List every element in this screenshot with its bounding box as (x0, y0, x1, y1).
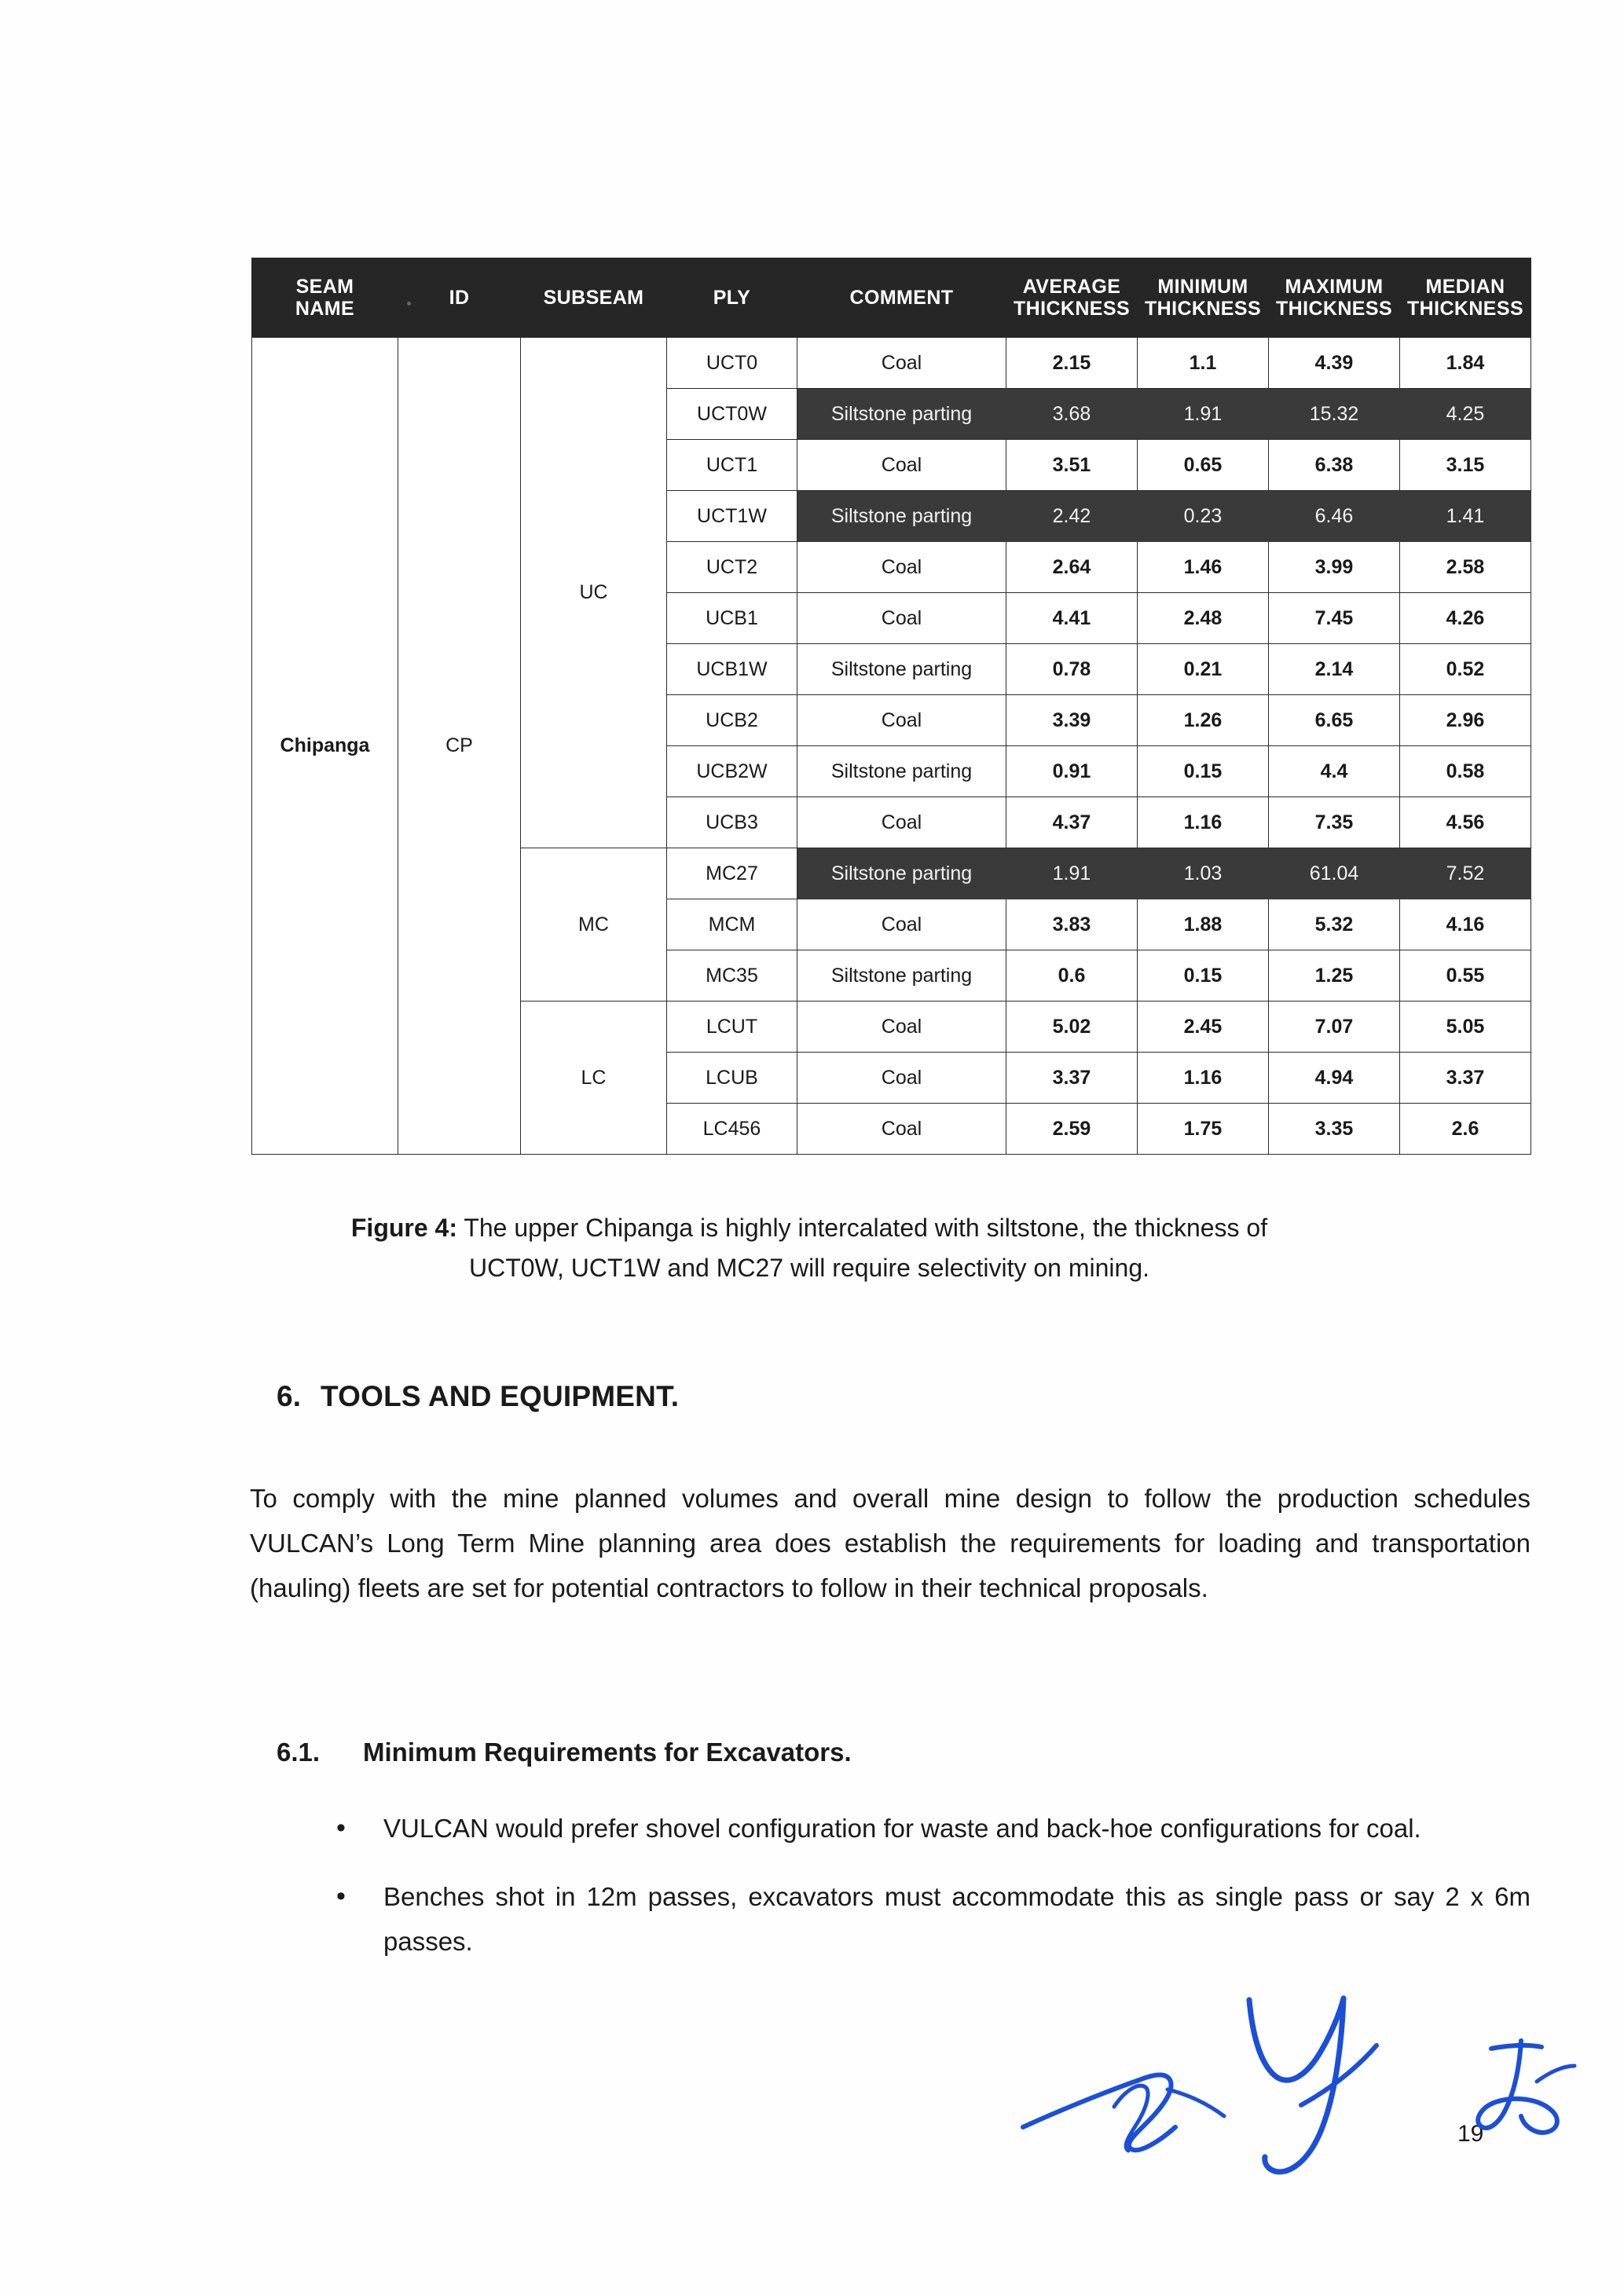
cell-maximum-thickness: 7.35 (1269, 797, 1400, 848)
cell-average-thickness: 2.15 (1006, 338, 1138, 389)
requirements-bullet-list (328, 1807, 1531, 1987)
cell-ply: UCB1W (667, 644, 797, 695)
column-header-comment: COMMENT (797, 258, 1006, 338)
cell-comment: Coal (797, 338, 1006, 389)
cell-maximum-thickness: 6.38 (1269, 440, 1400, 491)
cell-median-thickness: 3.37 (1400, 1053, 1531, 1104)
column-header-seam-name (252, 258, 398, 338)
cell-ply: MC27 (667, 848, 797, 899)
cell-maximum-thickness: 2.14 (1269, 644, 1400, 695)
cell-average-thickness: 3.37 (1006, 1053, 1138, 1104)
cell-maximum-thickness: 6.46 (1269, 491, 1400, 542)
cell-median-thickness: 5.05 (1400, 1002, 1531, 1053)
header-line-2: THICKNESS (1144, 298, 1262, 320)
cell-maximum-thickness: 5.32 (1269, 899, 1400, 950)
cell-median-thickness: 4.25 (1400, 389, 1531, 440)
cell-median-thickness: 2.6 (1400, 1104, 1531, 1155)
figure-caption-line-1: The upper Chipanga is highly intercalated with siltstone, the thickness of (457, 1214, 1268, 1242)
cell-ply: LCUT (667, 1002, 797, 1053)
cell-ply: UCB3 (667, 797, 797, 848)
column-header-average-thickness (1006, 258, 1138, 338)
cell-maximum-thickness: 61.04 (1269, 848, 1400, 899)
seam-thickness-table (251, 258, 1531, 1155)
table-body (252, 338, 1531, 1155)
cell-median-thickness: 4.56 (1400, 797, 1531, 848)
cell-maximum-thickness: 7.07 (1269, 1002, 1400, 1053)
cell-ply: UCB2W (667, 746, 797, 797)
cell-comment: Coal (797, 1104, 1006, 1155)
cell-minimum-thickness: 0.23 (1138, 491, 1269, 542)
cell-median-thickness: 4.16 (1400, 899, 1531, 950)
figure-caption (259, 1208, 1359, 1287)
cell-comment: Coal (797, 440, 1006, 491)
cell-minimum-thickness: 1.75 (1138, 1104, 1269, 1155)
intro-paragraph: To comply with the mine planned volumes and overall mine design to follow the production schedules VULCAN’s Long Term Mine planning area does establish the requirements for loading and transportation (hauling) fleets are set for potential contractors to follow in their technical proposals. (250, 1484, 1531, 1602)
cell-maximum-thickness: 15.32 (1269, 389, 1400, 440)
cell-average-thickness: 3.39 (1006, 695, 1138, 746)
cell-average-thickness: 4.37 (1006, 797, 1138, 848)
cell-ply: LCUB (667, 1053, 797, 1104)
cell-subseam: MC (521, 848, 667, 1002)
seam-thickness-table-container (251, 258, 1524, 1155)
cell-average-thickness: 2.42 (1006, 491, 1138, 542)
header-line-1: MINIMUM (1157, 276, 1248, 298)
cell-comment: Coal (797, 797, 1006, 848)
cell-average-thickness: 3.68 (1006, 389, 1138, 440)
cell-ply: UCT0 (667, 338, 797, 389)
cell-minimum-thickness: 1.16 (1138, 1053, 1269, 1104)
subsection-title: Minimum Requirements for Excavators. (363, 1738, 852, 1767)
cell-median-thickness: 2.96 (1400, 695, 1531, 746)
cell-comment: Coal (797, 695, 1006, 746)
cell-minimum-thickness: 0.65 (1138, 440, 1269, 491)
cell-maximum-thickness: 4.4 (1269, 746, 1400, 797)
cell-ply: UCB1 (667, 593, 797, 644)
list-item: • VULCAN would prefer shovel configuration for waste and back-hoe configurations for coal. (328, 1807, 1531, 1851)
cell-subseam: LC (521, 1002, 667, 1155)
cell-minimum-thickness: 0.21 (1138, 644, 1269, 695)
cell-minimum-thickness: 0.15 (1138, 746, 1269, 797)
subsection-heading-minimum-requirements (277, 1738, 852, 1767)
column-header-minimum-thickness (1138, 258, 1269, 338)
table-row (252, 338, 1531, 389)
cell-average-thickness: 1.91 (1006, 848, 1138, 899)
cell-minimum-thickness: 0.15 (1138, 950, 1269, 1002)
header-line-1: MAXIMUM (1285, 276, 1384, 298)
cell-average-thickness: 0.78 (1006, 644, 1138, 695)
cell-seam-id: CP (398, 338, 521, 1155)
cell-minimum-thickness: 1.03 (1138, 848, 1269, 899)
cell-maximum-thickness: 3.99 (1269, 542, 1400, 593)
cell-comment: Siltstone parting (797, 389, 1006, 440)
header-line-2: THICKNESS (1013, 298, 1131, 320)
page-number: 19 (1457, 2121, 1484, 2147)
cell-median-thickness: 1.84 (1400, 338, 1531, 389)
cell-minimum-thickness: 1.91 (1138, 389, 1269, 440)
cell-comment: Coal (797, 1002, 1006, 1053)
cell-median-thickness: 2.58 (1400, 542, 1531, 593)
cell-average-thickness: 0.6 (1006, 950, 1138, 1002)
section-heading-tools-and-equipment (277, 1380, 679, 1413)
cell-comment: Coal (797, 593, 1006, 644)
cell-median-thickness: 0.52 (1400, 644, 1531, 695)
cell-median-thickness: 7.52 (1400, 848, 1531, 899)
header-line-1: MEDIAN (1425, 276, 1505, 298)
cell-median-thickness: 1.41 (1400, 491, 1531, 542)
cell-maximum-thickness: 6.65 (1269, 695, 1400, 746)
cell-ply: MCM (667, 899, 797, 950)
column-header-subseam: SUBSEAM (521, 258, 667, 338)
table-header-row (252, 258, 1531, 338)
cell-minimum-thickness: 2.45 (1138, 1002, 1269, 1053)
cell-median-thickness: 0.55 (1400, 950, 1531, 1002)
column-header-median-thickness (1400, 258, 1531, 338)
cell-ply: UCT1W (667, 491, 797, 542)
cell-average-thickness: 3.83 (1006, 899, 1138, 950)
cell-minimum-thickness: 1.26 (1138, 695, 1269, 746)
cell-ply: UCB2 (667, 695, 797, 746)
figure-caption-line-2: UCT0W, UCT1W and MC27 will require selectivity on mining. (468, 1253, 1150, 1282)
cell-ply: UCT1 (667, 440, 797, 491)
cell-average-thickness: 3.51 (1006, 440, 1138, 491)
handwritten-signature-left (1014, 2034, 1265, 2192)
cell-median-thickness: 4.26 (1400, 593, 1531, 644)
list-item: • Benches shot in 12m passes, excavators must accommodate this as single pass or say 2 x 6m passes. (328, 1875, 1531, 1965)
table-header (252, 258, 1531, 338)
subsection-number: 6.1. (277, 1738, 321, 1767)
cell-minimum-thickness: 2.48 (1138, 593, 1269, 644)
section-title: TOOLS AND EQUIPMENT. (321, 1380, 680, 1412)
column-header-maximum-thickness (1269, 258, 1400, 338)
header-line-1: AVERAGE (1022, 276, 1121, 298)
header-line-1: SEAM (295, 276, 354, 298)
cell-average-thickness: 2.64 (1006, 542, 1138, 593)
cell-minimum-thickness: 1.16 (1138, 797, 1269, 848)
cell-comment: Siltstone parting (797, 491, 1006, 542)
cell-comment: Siltstone parting (797, 644, 1006, 695)
cell-comment: Coal (797, 542, 1006, 593)
cell-comment: Siltstone parting (797, 848, 1006, 899)
cell-maximum-thickness: 4.94 (1269, 1053, 1400, 1104)
cell-median-thickness: 3.15 (1400, 440, 1531, 491)
cell-comment: Siltstone parting (797, 950, 1006, 1002)
cell-average-thickness: 4.41 (1006, 593, 1138, 644)
cell-maximum-thickness: 7.45 (1269, 593, 1400, 644)
cell-maximum-thickness: 1.25 (1269, 950, 1400, 1002)
handwritten-signature-right (1446, 2034, 1587, 2168)
cell-seam-name: Chipanga (252, 338, 398, 1155)
cell-maximum-thickness: 4.39 (1269, 338, 1400, 389)
cell-comment: Siltstone parting (797, 746, 1006, 797)
header-line-2: THICKNESS (1275, 298, 1393, 320)
header-line-2: NAME (295, 298, 355, 320)
section-number: 6. (277, 1380, 302, 1412)
cell-ply: LC456 (667, 1104, 797, 1155)
column-header-ply: PLY (667, 258, 797, 338)
cell-minimum-thickness: 1.1 (1138, 338, 1269, 389)
header-line-2: THICKNESS (1406, 298, 1524, 320)
cell-average-thickness: 0.91 (1006, 746, 1138, 797)
cell-average-thickness: 2.59 (1006, 1104, 1138, 1155)
cell-subseam: UC (521, 338, 667, 848)
cell-median-thickness: 0.58 (1400, 746, 1531, 797)
handwritten-signature-center (1226, 1987, 1461, 2192)
cell-comment: Coal (797, 1053, 1006, 1104)
figure-caption-label: Figure 4: (350, 1214, 457, 1242)
cell-ply: UCT0W (667, 389, 797, 440)
cell-comment: Coal (797, 899, 1006, 950)
cell-ply: UCT2 (667, 542, 797, 593)
cell-minimum-thickness: 1.88 (1138, 899, 1269, 950)
cell-average-thickness: 5.02 (1006, 1002, 1138, 1053)
cell-ply: MC35 (667, 950, 797, 1002)
column-header-id: ID (398, 258, 521, 338)
cell-minimum-thickness: 1.46 (1138, 542, 1269, 593)
cell-maximum-thickness: 3.35 (1269, 1104, 1400, 1155)
scan-speck (407, 302, 411, 306)
